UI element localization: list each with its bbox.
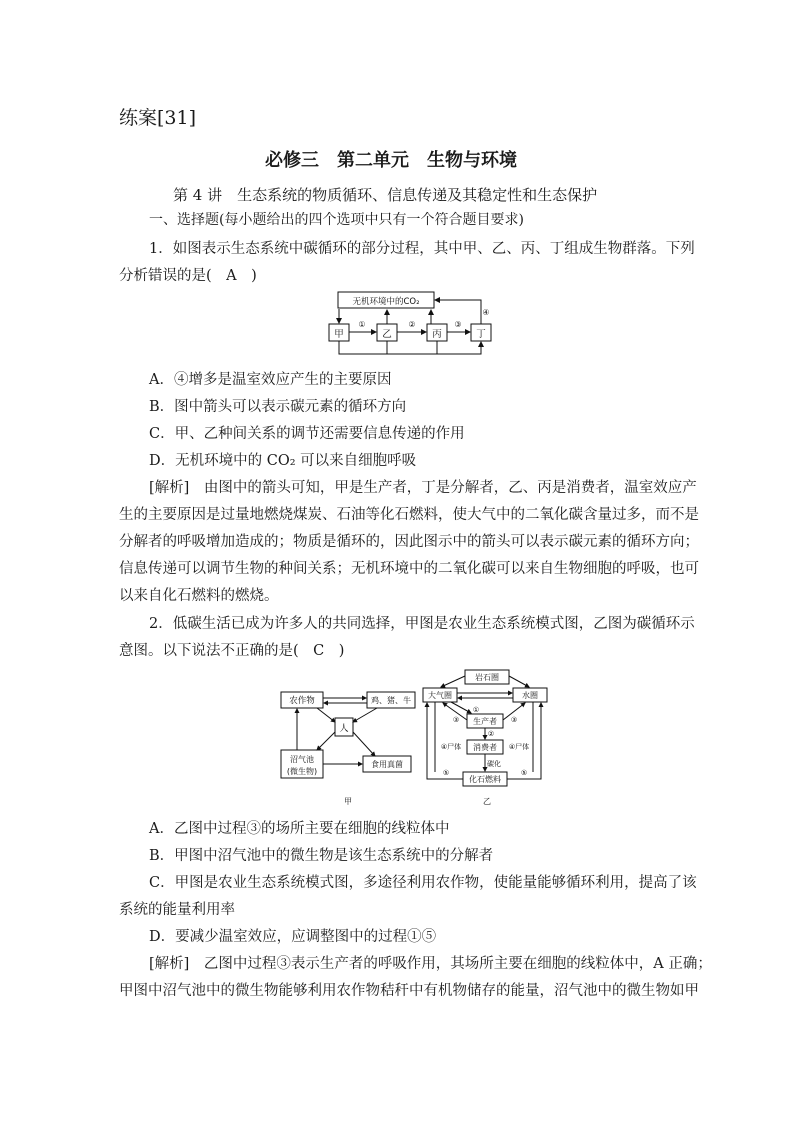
q1-arrow-2: ② — [408, 320, 416, 329]
q1-stem-line2: 分析错误的是( A ) — [119, 268, 257, 284]
q1-option-d: D．无机环境中的 CO₂ 可以来自细胞呼吸 — [149, 453, 417, 469]
yi-box-producer: 生产者 — [473, 717, 497, 726]
section-heading: 一、选择题(每小题给出的四个选项中只有一个符合题目要求) — [149, 212, 524, 228]
jia-box-biogas: 沼气池 — [290, 755, 314, 764]
jia-caption: 甲 — [344, 797, 352, 806]
q1-option-c: C．甲、乙种间关系的调节还需要信息传递的作用 — [149, 426, 465, 442]
yi-label-5-left: ⑤ — [442, 769, 450, 777]
q2-option-d: D．要减少温室效应，应调整图中的过程①⑤ — [149, 929, 437, 945]
lesson-subtitle: 第 4 讲 生态系统的物质循环、信息传递及其稳定性和生态保护 — [173, 186, 598, 204]
page-title: 必修三 第二单元 生物与环境 — [265, 150, 517, 171]
q1-arrow-4: ④ — [482, 308, 490, 317]
q1-node-yi: 乙 — [382, 329, 392, 340]
jia-box-fungi: 食用真菌 — [371, 760, 403, 769]
q1-arrow-3: ③ — [454, 320, 462, 329]
yi-caption: 乙 — [483, 797, 491, 806]
yi-box-consumer: 消费者 — [473, 743, 497, 752]
yi-label-carbonize: 碳化 — [487, 760, 501, 768]
yi-box-atmosphere: 大气圈 — [428, 691, 452, 700]
q2-analysis-line2: 甲图中沼气池中的微生物能够利用农作物秸秆中有机物储存的能量，沼气池中的微生物如甲 — [119, 983, 699, 999]
yi-box-lithosphere: 岩石圈 — [475, 673, 499, 682]
yi-label-3-left: ③ — [452, 716, 460, 724]
q1-option-a: A．④增多是温室效应产生的主要原因 — [149, 372, 392, 388]
q1-analysis-line1: [解析] 由图中的箭头可知，甲是生产者，丁是分解者，乙、丙是消费者，温室效应产 — [149, 480, 697, 496]
q2-agri-ecosystem-diagram — [277, 688, 419, 810]
q1-co2-box: 无机环境中的CO₂ — [352, 297, 420, 307]
q2-option-c-cont: 系统的能量利用率 — [119, 902, 235, 918]
q1-carbon-cycle-diagram — [326, 290, 496, 362]
yi-label-5-right: ⑤ — [520, 769, 528, 777]
q2-stem-line2: 意图。以下说法不正确的是( C ) — [119, 643, 345, 659]
yi-label-1: ① — [472, 706, 480, 714]
q1-arrow-1: ① — [358, 320, 366, 329]
q1-analysis-line2: 生的主要原因是过量地燃烧煤炭、石油等化石燃料，使大气中的二氧化碳含量过多，而不是 — [119, 507, 699, 523]
q1-analysis-line4: 信息传递可以调节生物的种间关系；无机环境中的二氧化碳可以来自生物细胞的呼吸，也可 — [119, 561, 699, 577]
q1-node-jia: 甲 — [334, 329, 344, 340]
q1-node-ding: 丁 — [476, 329, 486, 340]
yi-label-3-right: ③ — [510, 716, 518, 724]
jia-box-human: 人 — [339, 724, 349, 734]
jia-box-livestock: 鸡、猪、牛 — [371, 696, 411, 705]
q1-node-bing: 丙 — [432, 329, 442, 340]
q2-option-a: A．乙图中过程③的场所主要在细胞的线粒体中 — [149, 821, 450, 837]
q2-option-b: B．甲图中沼气池中的微生物是该生态系统中的分解者 — [149, 848, 494, 864]
q2-stem-line1: 2．低碳生活已成为许多人的共同选择，甲图是农业生态系统模式图，乙图为碳循环示 — [149, 616, 695, 632]
q1-analysis-line3: 分解者的呼吸增加造成的；物质是循环的，因此图示中的箭头可以表示碳元素的循环方向； — [119, 534, 699, 550]
exercise-tag: 练案[31] — [119, 107, 197, 129]
q1-stem-line1: 1．如图表示生态系统中碳循环的部分过程，其中甲、乙、丙、丁组成生物群落。下列 — [149, 241, 695, 257]
q2-carbon-cycle-diagram — [421, 668, 553, 810]
yi-box-hydrosphere: 水圈 — [522, 691, 538, 700]
q1-analysis-line5: 以来自化石燃料的燃烧。 — [119, 588, 279, 604]
q2-analysis-line1: [解析] 乙图中过程③表示生产者的呼吸作用，其场所主要在细胞的线粒体中，A 正确； — [149, 956, 712, 972]
yi-label-4-left: ④尸体 — [440, 743, 462, 751]
yi-label-2: ② — [487, 730, 495, 738]
yi-label-4-right: ④尸体 — [508, 743, 530, 751]
yi-box-fossil: 化石燃料 — [469, 775, 501, 784]
q2-option-c: C．甲图是农业生态系统模式图，多途径利用农作物，使能量能够循环利用，提高了该 — [149, 875, 697, 891]
q1-option-b: B．图中箭头可以表示碳元素的循环方向 — [149, 399, 407, 415]
jia-box-crops: 农作物 — [289, 696, 315, 706]
jia-box-biogas-microbe: (微生物) — [286, 767, 318, 776]
